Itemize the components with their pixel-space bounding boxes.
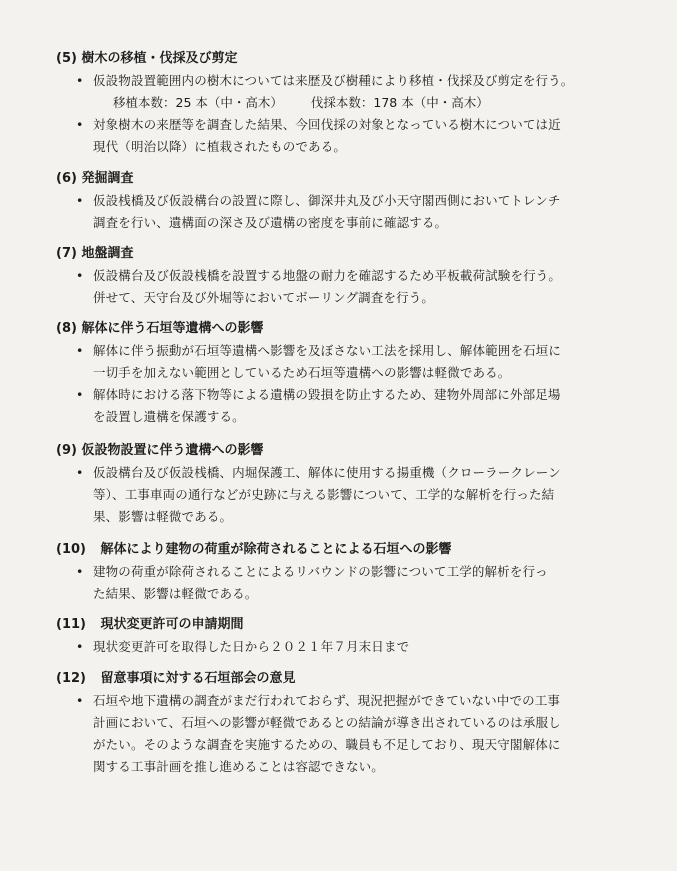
section-8 [56, 318, 641, 428]
bullet: • [76, 343, 84, 358]
section-heading [56, 614, 641, 636]
text-line: た結果、影響は軽微である。 [93, 586, 258, 601]
bullet: • [76, 693, 84, 708]
list-item [56, 70, 641, 92]
list-item [56, 690, 641, 778]
text-line: 石垣や地下遺構の調査がまだ行われておらず、現況把握ができていない中での工事 [93, 693, 561, 708]
section-12 [56, 668, 641, 778]
section-heading [56, 243, 641, 265]
text-line: 果、影響は軽微である。 [93, 509, 233, 524]
text-line: 現代（明治以降）に植栽されたものである。 [93, 139, 347, 154]
section-6 [56, 168, 641, 234]
bullet: • [76, 193, 84, 208]
section-9 [56, 440, 641, 528]
text-line: を設置し遺構を保護する。 [93, 409, 245, 424]
text-line: 建物の荷重が除荷されることによるリバウンドの影響について工学的解析を行っ [93, 564, 548, 579]
section-title: 留意事項に対する石垣部会の意見 [100, 671, 296, 686]
section-number: (6) [56, 171, 77, 186]
list-item [56, 265, 641, 309]
text-line: 仮設桟橋及び仮設構台の設置に際し、御深井丸及び小天守閣西側においてトレンチ [93, 193, 561, 208]
section-number: (10) [56, 542, 86, 557]
bullet: • [76, 268, 84, 283]
section-title: 樹木の移植・伐採及び剪定 [81, 51, 238, 66]
text-line: 調査を行い、遺構面の深さ及び遺構の密度を事前に確認する。 [93, 215, 448, 230]
list-item [56, 114, 641, 158]
section-number: (12) [56, 671, 86, 686]
section-number: (9) [56, 443, 77, 458]
section-title: 現状変更許可の申請期間 [100, 617, 244, 632]
text-line: 仮設物設置範囲内の樹木については来歴及び樹種により移植・伐採及び剪定を行う。 [93, 73, 574, 88]
text-line: がたい。そのような調査を実施するための、職員も不足しており、現天守閣解体に [93, 737, 561, 752]
text-line: 一切手を加えない範囲としているため石垣等遺構への影響は軽微である。 [93, 365, 511, 380]
text-line: 現状変更許可を取得した日から２０２１年７月末日まで [93, 639, 410, 654]
list-item [56, 340, 641, 384]
section-title: 地盤調査 [81, 246, 134, 261]
section-title: 仮設物設置に伴う遺構への影響 [81, 443, 264, 458]
section-heading [56, 668, 641, 690]
list-item [56, 384, 641, 428]
text-line: 仮設構台及び仮設桟橋、内堀保護工、解体に使用する揚重機（クローラークレーン [93, 465, 561, 480]
section-number: (8) [56, 321, 77, 336]
section-number: (5) [56, 51, 77, 66]
text-line: 関する工事計画を推し進めることは容認できない。 [93, 759, 384, 774]
felling-count: 伐採本数：178 本（中・高木） [310, 95, 489, 110]
text-line: 解体時における落下物等による遺構の毀損を防止するため、建物外周部に外部足場 [93, 387, 561, 402]
bullet: • [76, 639, 84, 654]
section-title: 解体に伴う石垣等遺構への影響 [81, 321, 264, 336]
text-line: 等）、工事車両の通行などが史跡に与える影響について、工学的な解析を行った結 [93, 487, 555, 502]
list-item [56, 462, 641, 528]
section-heading [56, 168, 641, 190]
list-item [56, 190, 641, 234]
bullet: • [76, 387, 84, 402]
section-heading [56, 48, 641, 70]
section-heading [56, 318, 641, 340]
text-line: 対象樹木の来歴等を調査した結果、今回伐採の対象となっている樹木については近 [93, 117, 561, 132]
section-number: (7) [56, 246, 77, 261]
text-line: 解体に伴う振動が石垣等遺構へ影響を及ぼさない工法を採用し、解体範囲を石垣に [93, 343, 562, 358]
transplant-count: 移植本数：25 本（中・高木） [113, 95, 283, 110]
section-10 [56, 539, 641, 605]
section-heading [56, 539, 641, 561]
bullet: • [76, 117, 84, 132]
bullet: • [76, 465, 84, 480]
bullet: • [76, 564, 84, 579]
section-title: 発掘調査 [81, 171, 134, 186]
text-line: 併せて、天守台及び外堀等においてボーリング調査を行う。 [93, 290, 435, 305]
section-5 [56, 48, 641, 158]
tree-counts [56, 92, 641, 114]
section-number: (11) [56, 617, 86, 632]
text-line: 計画において、石垣への影響が軽微であるとの結論が導き出されているのは承服し [93, 715, 561, 730]
list-item [56, 561, 641, 605]
text-line: 仮設構台及び仮設桟橋を設置する地盤の耐力を確認するため平板載荷試験を行う。 [93, 268, 562, 283]
section-11 [56, 614, 641, 658]
bullet: • [76, 73, 84, 88]
section-7 [56, 243, 641, 309]
section-title: 解体により建物の荷重が除荷されることによる石垣への影響 [100, 542, 452, 557]
section-heading [56, 440, 641, 462]
list-item [56, 636, 641, 658]
